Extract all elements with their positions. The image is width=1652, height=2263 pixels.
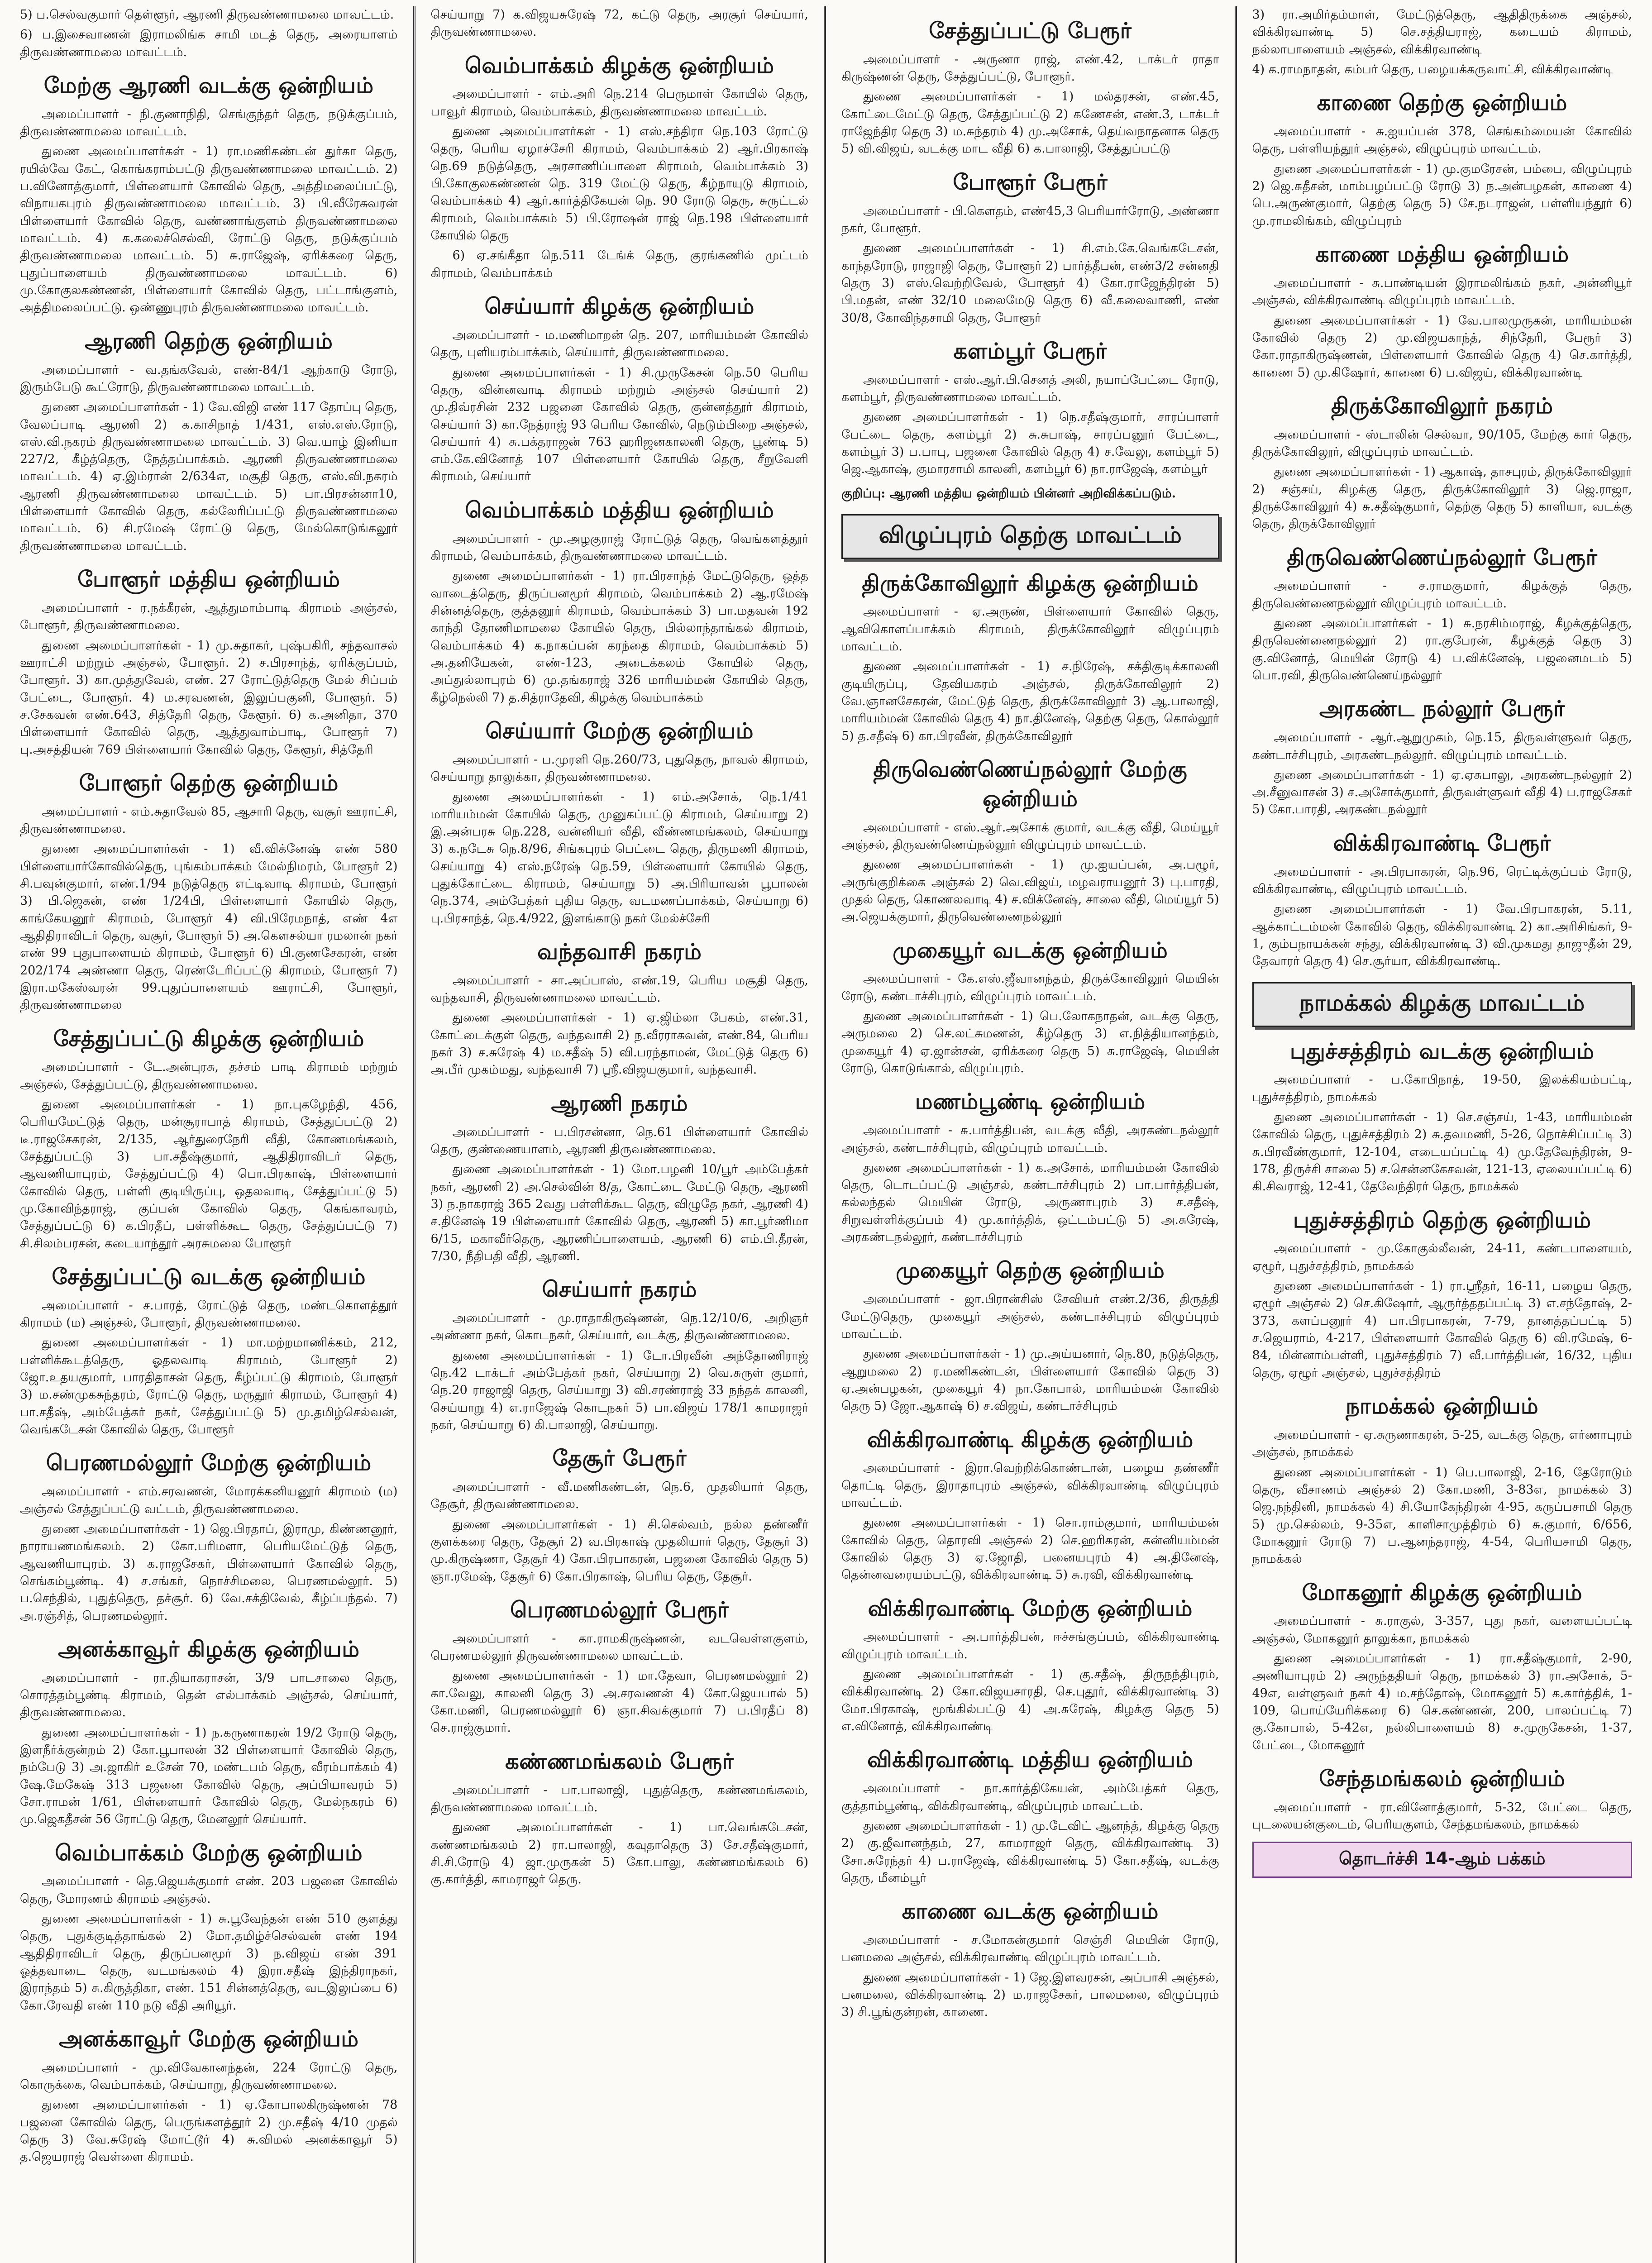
section-heading: போளூர் பேரூர் [953,169,1108,195]
union-section [841,168,1219,327]
section-heading: செய்யார் நகரம் [542,1277,697,1303]
member-paragraph: துணை அமைப்பாளர்கள் - 1) ஏ.ஏசுபாலு, அரகண்டநல்லூர் 2) அ.சீனுவாசன் 3) ச.அசோக்குமார், திருவள்ளுவர் வீதி 4) ப.ராஜசேகர் 5) கோ.பாரதி, அரகண்டநல்லூர் [1252,768,1632,817]
member-paragraph: அமைப்பாளர் - மு.அழகுராஜ் ரோட்டுத் தெரு, வெங்களத்தூர் கிராமம், வெம்பாக்கம், திருவண்ணாமலை மாவட்டம். [430,531,808,563]
section-heading: செய்யார் மேற்கு ஒன்றியம் [485,718,754,744]
member-paragraph: அமைப்பாளர் - அருணா ராஜ், எண்.42, டாக்டர் ராதா கிருஷ்ணன் தெரு, சேத்துப்பட்டு, போளூர். [841,52,1219,84]
member-paragraph: அமைப்பாளர் - ப.கோபிநாத், 19-50, இலக்கியம்பட்டி, புதுச்சத்திரம், நாமக்கல் [1252,1073,1632,1104]
member-paragraph: அமைப்பாளர் - தெ.ஜெயக்குமார் எண். 203 பஜனை கோவில் தெரு, மோரணம் கிராமம் அஞ்சல். [20,1874,398,1906]
member-paragraph: அமைப்பாளர் - சு.ஐயப்பன் 378, செங்கம்மையன் கோவில் தெரு, பள்ளியந்தூர் அஞ்சல், விழுப்புரம் மாவட்டம். [1252,124,1632,156]
section-heading: சேத்துப்பட்டு பேரூர் [929,18,1132,43]
section-heading: நாமக்கல் ஒன்றியம் [1346,1394,1539,1419]
union-section [841,1594,1219,1736]
member-paragraph: அமைப்பாளர் - சா.அப்பாஸ், எண்.19, பெரிய மசூதி தெரு, வந்தவாசி, திருவண்ணாமலை மாவட்டம். [430,973,808,1005]
member-paragraph: அமைப்பாளர் - கே.எஸ்.ஜீவானந்தம், திருக்கோவிலூர் மெயின் ரோடு, கண்டாச்சிபுரம், விழுப்புரம் மாவட்டம். [841,972,1219,1003]
section-heading: மணம்பூண்டி ஒன்றியம் [915,1089,1146,1115]
member-paragraph: அமைப்பாளர் - வீ.மணிகண்டன், நெ.6, முதலியார் தெரு, தேசூர், திருவண்ணாமலை. [430,1480,808,1512]
union-section [1252,1764,1633,1833]
section-heading: பெரணமல்லூர் மேற்கு ஒன்றியம் [46,1450,372,1476]
section-heading: திருக்கோவிலூர் நகரம் [1331,393,1553,419]
section-heading: போளூர் மத்திய ஒன்றியம் [77,567,340,592]
union-section [841,936,1219,1078]
member-paragraph: அமைப்பாளர் - ஏ.அருண், பிள்ளையார் கோவில் தெரு, ஆவிகொளப்பாக்கம் கிராமம், திருக்கோவிலூர் விழுப்புரம் மாவட்டம். [841,605,1219,654]
section-heading: அரகண்ட நல்லூர் பேரூர் [1319,696,1565,722]
note-text: குறிப்பு: ஆரணி மத்திய ஒன்றியம் பின்னர் அறிவிக்கப்படும். [841,486,1176,501]
member-paragraph: துணை அமைப்பாளர்கள் - 1) வே.பாலமுருகன், மாரியம்மன் கோவில் தெரு 2) மு.விஜயகாந்த், சிந்தேரி, பேரூர் 3) கோ.ராதாகிருஷ்ணன், பிள்ளையார் கோவில் தெரு 4) செ.கார்த்தி, காணை 5) மு.கிஷோர், காணை 6) ப.விஜய், விக்கிரவாண்டி [1252,313,1632,380]
union-section [20,1448,398,1624]
member-paragraph: அமைப்பாளர் - எம்.அரி நெ.214 பெருமாள் கோயில் தெரு, பாவூர் கிராமம், வெம்பாக்கம், திருவண்ணாமலை மாவட்டம். [430,87,808,119]
column-2 [415,6,826,2263]
column-3 [826,6,1237,2263]
union-section [20,1635,398,1829]
union-section [1252,1578,1633,1754]
column-1 [5,6,415,2263]
union-section [841,16,1219,158]
member-paragraph: துணை அமைப்பாளர்கள் - 1) பா.வெங்கடேசன், கண்ணமங்கலம் 2) ரா.பாலாஜி, கவுதாதெரு 3) சே.சதீஷ்குமார், சி.சி.ரோடு 4) ஜா.முருகன் 5) கோ.பாலு, கண்ணமங்கலம் 6) கு.கார்த்தி, காமராஜர் தெரு. [430,1820,808,1887]
section-heading: முகையூர் வடக்கு ஒன்றியம் [893,937,1168,963]
member-paragraph: துணை அமைப்பாளர்கள் - 1) ஏ.ஜிம்லா பேகம், எண்.31, கோட்டைக்குள் தெரு, வந்தவாசி 2) ந.வீரராகவன், எண்.84, பெரிய நகர் 3) ச.சுரேஷ் 4) ம.சதீஷ் 5) வி.பரந்தாமன், மேட்டுத் தெரு 6) அ.பீர் முகம்மது, வந்தவாசி 7) ஸ்ரீ.விஜயகுமார், வந்தவாசி. [430,1011,808,1077]
union-section [841,1425,1219,1584]
member-paragraph: துணை அமைப்பாளர்கள் - 1) சி.முருகேசன் நெ.50 பெரிய தெரு, வின்னவாடி கிராமம் மற்றும் அஞ்சல் செய்யார் 2) மு.திவ்ரசின் 232 பஜனை கோவில் தெரு, குன்னத்தூர் கிராமம், செய்யார் 3) கா.நேத்ராஜ் 93 பெரிய கோவில், நெடும்பிறை அஞ்சல், செய்யார் 4) சு.பக்தராஜன் 763 ஹரிஜனகாலனி தெரு, பூண்டி 5) எம்.கே.வினோத் 107 பிள்ளையார் கோயில் தெரு, சீறுவேளி கிராமம், செய்யார் [430,365,808,484]
member-paragraph: துணை அமைப்பாளர்கள் - 1) சொ.ராம்குமார், மாரியம்மன் கோவில் தெரு, தொரவி அஞ்சல் 2) செ.ஹரிகரன், கன்னியம்மன் கோவில் தெரு 3) ஏ.ஜோதி, பனையபுரம் 4) அ.தினேஷ், தென்னவரையம்பட்டு, விக்கிரவாண்டி 5) சு.ரவி, விக்கிரவாண்டி [841,1516,1219,1582]
section-heading: பெரணமல்லூர் பேரூர் [510,1597,729,1623]
member-paragraph: அமைப்பாளர் - கா.ராமகிருஷ்ணன், வடவெள்ளகுளம், பெரணமல்லூர் திருவண்ணாமலை மாவட்டம். [430,1631,808,1663]
member-paragraph: துணை அமைப்பாளர்கள் - 1) க.அசோக், மாரியம்மன் கோவில் தெரு, டொடப்பட்டு அஞ்சல், கண்டாச்சிபுரம் 2) பா.பார்த்திபன், கல்லந்தல் மெயின் ரோடு, அருணாபுரம் 3) ச.சதீஷ், சிறுவள்ளிக்குப்பம் 4) மு.கார்த்திக், ஒட்டம்பட்டு 5) அ.சுரேஷ், அரகண்டநல்லூர், கண்டாச்சிபுரம் [841,1160,1219,1245]
union-section [1252,391,1633,533]
member-paragraph: துணை அமைப்பாளர்கள் - 1) பெ.லோகநாதன், வடக்கு தெரு, அருமலை 2) செ.லட்சுமணன், கீழ்தெரு 3) எ.நித்தியானந்தம், முகையூர் 4) ஏ.ஜான்சன், ஏரிக்கரை தெரு 5) சு.ராஜேஷ், மெயின் ரோடு, கொடுங்கால், விழுப்புரம். [841,1009,1219,1076]
section-heading: அனக்காவூர் கிழக்கு ஒன்றியம் [58,1636,360,1662]
union-section [841,337,1219,478]
member-paragraph: அமைப்பாளர் - எம்.சரவணன், மோரக்கனியனூர் கிராமம் (ம) அஞ்சல் சேத்துப்பட்டு வட்டம், திருவண்ணாமலை. [20,1485,398,1516]
section-heading: காணை தெற்கு ஒன்றியம் [1317,90,1567,116]
section-heading: சேத்துப்பட்டு வடக்கு ஒன்றியம் [52,1264,366,1290]
member-paragraph: அமைப்பாளர் - அ.பார்த்திபன், ஈச்சங்குப்பம், விக்கிரவாண்டி விழுப்புரம் மாவட்டம். [841,1630,1219,1661]
member-paragraph: அமைப்பாளர் - பா.பாலாஜி, புதுத்தெரு, கண்ணமங்கலம், திருவண்ணாமலை மாவட்டம். [430,1783,808,1814]
union-section [431,1595,809,1737]
member-paragraph: அமைப்பாளர் - சு.பார்த்திபன், வடக்கு வீதி, அரகண்டநல்லூர் அஞ்சல், கண்டாச்சிபுரம், விழுப்புரம் மாவட்டம். [841,1123,1219,1155]
union-section [1252,543,1633,685]
section-heading: சேந்தமங்கலம் ஒன்றியம் [1319,1766,1566,1791]
member-paragraph: 6) ஏ.சங்கீதா நெ.511 டேங்க் தெரு, குரங்கணில் முட்டம் கிராமம், வெம்பாக்கம் [430,248,808,280]
union-section [1252,88,1633,230]
member-paragraph: துணை அமைப்பாளர்கள் - 1) எம்.அசோக், நெ.1/41 மாரியம்மன் கோயில் தெரு, முனுகப்பட்டு கிராமம், செய்யாறு 2) இ.அன்பரசு நெ.228, வன்னியர் வீதி, வீண்ணமங்கலம், செய்யாறு 3) க.நடேசு நெ.8/96, சிங்கபுரம் பெட்டை தெரு, திருமணி கிராமம், செய்யாறு 4) எஸ்.நரேஷ் நெ.59, பிள்ளையார் கோயில் தெரு, புதுக்கோட்டை கிராமம், செய்யாறு 5) அ.பிரியாவன் பூபாலன் நெ.374, அம்பேத்கர் புதிய தெரு, வடமணப்பாக்கம், செய்யாறு 6) பு.பிரசாந்த், நெ.4/922, இளங்காடு நகர் மேல்ச்சேரி [430,790,808,926]
union-section [431,51,809,282]
member-paragraph: துணை அமைப்பாளர்கள் - 1) மு.ஐயப்பன், அ.பழூர், அருங்குறிக்கை அஞ்சல் 2) வெ.விஜய், மழவராயனூர் 3) பு.பாரதி, முதல் தெரு, கொணலவாடி 4) ச.விக்னேஷ், சாலை வீதி, மெய்யூர் 5) அ.ஜெயக்குமார், திருவெண்ணைநல்லூர் [841,858,1219,924]
member-paragraph: அமைப்பாளர் - ஆர்.ஆறுமுகம், நெ.15, திருவள்ளுவர் தெரு, கண்டாச்சிபுரம், அரகண்டநல்லூர். விழுப்புரம் மாவட்டம். [1252,730,1632,762]
section-heading: ஆரணி நகரம் [551,1090,688,1116]
member-paragraph: துணை அமைப்பாளர்கள் - 1) எஸ்.சந்திரா நெ.103 ரோட்டு தெரு, பெரிய ஏழாச்சேரி கிராமம், வெம்பாக்கம் 2) ஆர்.பிரகாஷ் நெ.69 நடுத்தெரு, அரசாணிப்பாளை கிராமம், வெம்பாக்கம் 3) பி.கோகுலகண்ணன் நெ. 319 மேட்டு தெரு, கீழ்நாயுடு கிராமம், வெம்பாக்கம் 4) ஆர்.கார்த்திகேயன் நெ. 90 ரோடு தெரு, சுருட்டல் கிராமம், வெம்பாக்கம் 5) பி.ரோஷன் ராஜ் நெ.198 பிள்ளையார் கோயில் தெரு [430,124,808,243]
section-heading: போளூர் தெற்கு ஒன்றியம் [79,770,339,796]
union-section [20,6,398,61]
union-section [1252,1206,1633,1382]
member-paragraph: துணை அமைப்பாளர்கள் - 1) ரா.மணிகண்டன் துர்கா தெரு, ரயில்வே கேட், கொங்கராம்பட்டு திருவண்ணாமலை மாவட்டம். 2) ப.வினோத்குமார், பிள்ளையார் கோவில் தெரு, அத்திமலைப்பட்டு, விநாயகபுரம் திருவண்ணாமலை மாவட்டம். 3) பி.வீரேசுவரன் பிள்ளையார் கோவில் தெரு, வண்ணாங்குளம் திருவண்ணாமலை மாவட்டம். 4) க.கலைச்செல்வி, ரோட்டு தெரு, நடுக்குப்பம் திருவண்ணாமலை மாவட்டம். 5) சு.ராஜேஷ், ஏரிக்கரை தெரு, புதுப்பாளையம் திருவண்ணாமலை மாவட்டம். 6) மு.கோகுலகண்ணன், பிள்ளையார் கோவில் தெரு, பட்டாங்குளம், அத்திமலைப்பட்டு. ஒண்ணுபுரம் திருவண்ணாமலை மாவட்டம். [20,144,398,315]
section-heading: முகையூர் தெற்கு ஒன்றியம் [896,1258,1165,1284]
section-heading: கண்ணமங்கலம் பேரூர் [505,1748,734,1774]
union-section [20,2024,398,2166]
section-heading: வெம்பாக்கம் கிழக்கு ஒன்றியம் [464,53,774,78]
member-paragraph: அமைப்பாளர் - டே.அன்புரசு, தச்சம் பாடி கிராமம் மற்றும் அஞ்சல், சேத்துப்பட்டு, திருவண்ணாமலை. [20,1060,398,1092]
union-section [1252,694,1633,818]
member-paragraph: அமைப்பாளர் - சு.ராகுல், 3-357, புது நகர், வளையப்பட்டி அஞ்சல், மோகனூர் தாலுக்கா, நாமக்கல் [1252,1614,1632,1646]
member-paragraph: துணை அமைப்பாளர்கள் - 1) கு.சதீஷ், திருநந்திபுரம், விக்கிரவாண்டி 2) கோ.விஜயசாரதி, செ.புதூர், விக்கிரவாண்டி 3) மோ.பிரகாஷ், மூங்கில்பட்டு 4) அ.சுரேஷ், கிழக்கு தெரு 5) எ.வினோத், விக்கிரவாண்டி [841,1667,1219,1734]
continued-page-box: தொடர்ச்சி 14-ஆம் பக்கம் [1252,1842,1633,1878]
union-section [431,937,809,1079]
member-paragraph: அமைப்பாளர் - எம்.சுதாவேல் 85, ஆசாரி தெரு, வசூர் ஊராட்சி, திருவண்ணாமலை. [20,804,398,836]
union-section [841,1745,1219,1887]
section-heading: அனக்காவூர் மேற்கு ஒன்றியம் [58,2026,359,2052]
union-section [431,1275,809,1434]
union-section [841,569,1219,745]
union-section [20,327,398,555]
section-heading: விக்கிரவாண்டி பேரூர் [1333,830,1552,856]
member-paragraph: அமைப்பாளர் - ஸ்டாலின் செல்வா, 90/105, மேற்கு கார் தெரு, திருக்கோவிலூர், விழுப்புரம் மாவட்டம். [1252,427,1632,459]
union-section [1252,1392,1633,1568]
union-section [20,1262,398,1438]
member-paragraph: துணை அமைப்பாளர்கள் - 1) டோ.பிரவீன் அந்தோணிராஜ் நெ.42 டாக்டர் அம்பேத்கர் நகர், செய்யாறு 2) வெ.சுருள் குமார், நெ.20 ராஜாஜி தெரு, செய்யாறு 3) வி.சரண்ராஜ் 33 நந்தக் காலனி, செய்யாறு 4) எ.ராஜேஷ் கொடநகர் 5) பா.விஜய் 178/1 காமராஜர் நகர், செய்யாறு 6) கி.பாலாஜி, செய்யாறு. [430,1348,808,1432]
section-heading: தேசூர் பேரூர் [552,1446,687,1471]
member-paragraph: அமைப்பாளர் - அ.பிரபாகரன், நெ.96, ரெட்டிக்குப்பம் ரோடு, விக்கிரவாண்டி, விழுப்புரம் மாவட்டம். [1252,864,1632,896]
member-paragraph: துணை அமைப்பாளர்கள் - 1) பெ.பாலாஜி, 2-16, தேரோடும் தெரு, வீசாணம் அஞ்சல் 2) கோ.மணி, 3-83எ, நாமக்கல் 3) ஜெ.நந்தினி, நாமக்கல் 4) சி.யோகேந்திரன் 4-95, கருப்பசாமி தெரு 5) மு.செல்லம், 9-35எ, காளிசாமுத்திரம் 6) சு.குமார், 6/656, மோகனூர் ரோடு 7) ப.ஆனந்தராஜ், 4-54, பெரியசாமி தெரு, நாமக்கல் [1252,1465,1632,1566]
member-paragraph: அமைப்பாளர் - ஏ.சுருணாகரன், 5-25, வடக்கு தெரு, எர்ணாபுரம் அஞ்சல், நாமக்கல் [1252,1428,1632,1460]
member-paragraph: அமைப்பாளர் - ச.மோகன்குமார் செஞ்சி மெயின் ரோடு, பனமலை அஞ்சல், விக்கிரவாண்டி விழுப்புரம் மாவட்டம். [841,1933,1219,1965]
member-paragraph: துணை அமைப்பாளர்கள் - 1) மு.அய்யனார், நெ.80, நடுத்தெரு, ஆறுமலை 2) ர.மணிகண்டன், பிள்ளையார் கோவில் தெரு 3) ஏ.அன்பழகன், முகையூர் 4) நா.கோபால், மாரியம்மன் கோவில் தெரு 5) ஜோ.ஆகாஷ் 6) ச.விஜய், கண்டாச்சிபுரம் [841,1347,1219,1413]
member-paragraph: துணை அமைப்பாளர்கள் - 1) மு.குமரேசன், பம்பை, விழுப்புரம் 2) ஜெ.சுதீசன், மாம்பழப்பட்டு ரோடு 3) ந.அன்பழகன், காணை 4) பெ.அருண்குமார், தெற்கு தெரு 5) சே.நடராஜன், பள்ளியந்தூர் 6) மு.ராமலிங்கம், விழுப்புரம் [1252,162,1632,228]
member-paragraph: அமைப்பாளர் - மு.விவேகானந்தன், 224 ரோட்டு தெரு, கொருக்கை, வெம்பாக்கம், செய்யாறு, திருவண்ணாமலை. [20,2060,398,2092]
member-paragraph: துணை அமைப்பாளர்கள் - 1) ச.நிரேஷ், சக்திகுடிக்காலனி குடியிருப்பு, தேவியகரம் அஞ்சல், திருக்கோவிலூர் 2) வே.ஞானசேகரன், மேட்டுத் தெரு, திருக்கோவிலூர் 3) ஆ.பாலாஜி, மாரியம்மன் கோவில் தெரு 4) நா.தினேஷ், தெற்கு தெரு, கொல்லூர் 5) த.சதீஷ் 6) கா.பிரவீன், திருக்கோவிலூர் [841,659,1219,743]
union-section [1252,6,1633,78]
union-section [1252,240,1633,382]
member-paragraph: அமைப்பாளர் - ம.மணிமாறன் நெ. 207, மாரியம்மன் கோவில் தெரு, புளியரம்பாக்கம், செய்யார், திருவண்ணாமலை. [430,328,808,360]
member-paragraph: துணை அமைப்பாளர்கள் - 1) சு.நரசிம்மராஜ், கீழக்குத்தெரு, திருவெண்ணைநல்லூர் 2) ரா.குபேரன், கீழக்குத் தெரு 3) கு.வினோத், மெயின் ரோடு 4) ப.விக்னேஷ், பஜனைமடம் 5) பொ.ரவி, திருவெண்ணெய்நல்லூர் [1252,616,1632,683]
member-paragraph: துணை அமைப்பாளர்கள் - 1) வே.பிரபாகரன், 5.11, ஆக்காட்டம்மன் கோவில் தெரு, விக்கிரவாண்டி 2) கா.அரிசிங்கர், 9-1, கும்பநாயக்கன் சந்து, விக்கிரவாண்டி 3) வி.முகமது தாஜுதீன் 29, தேவாரர் தெரு 4) செ.சூர்யா, விக்கிரவாண்டி. [1252,902,1632,969]
union-section [431,1747,809,1889]
section-heading: புதுச்சத்திரம் தெற்கு ஒன்றியம் [1293,1207,1591,1233]
member-paragraph: 3) ரா.அமிர்தம்மாள், மேட்டுத்தெரு, ஆதிதிருக்கை அஞ்சல், விக்கிரவாண்டி 5) செ.சத்தியராஜ், கடையம் கிராமம், நல்லாபாளையம் அஞ்சல், விக்கிரவாண்டி [1252,8,1632,57]
member-paragraph: துணை அமைப்பாளர்கள் - 1) மோ.பழனி 10/பூர் அம்பேத்கர் நகர், ஆரணி 2) அ.செல்வின் 8/த, கோட்டை மேட்டு தெரு, ஆரணி 3) ந.நாகராஜ் 365 2வது பள்ளிக்கூட தெரு, விழுதே நகர், ஆரணி 4) ச.தினேஷ் 19 பிள்ளையார் கோவில் தெரு, ஆரணி 5) கா.பூர்ணிமா 6/15, மகாவீர்தெரு, ஆரணிப்பாளையம், ஆரணி 6) எம்.பி.தீரன், 7/30, நீதிபதி வீதி, ஆரணி. [430,1162,808,1263]
member-paragraph: துணை அமைப்பாளர்கள் - 1) மா.மற்றமாணிக்கம், 212, பள்ளிக்கூடத்தெரு, ஓதலவாடி கிராமம், போளூர் 2) ஜோ.உதயகுமார், பாரதிதாசன் தெரு, கீழ்ப்பட்டு கிராமம், போளூர் 3) ம.சண்முகசுந்தரம், ரோட்டு தெரு, மருதூர் கிராமம், போளூர் 4) பா.சதீஷ், அம்பேத்கர் நகர், சேத்துப்பட்டு 5) மு.தமிழ்செல்வன், வெங்கடேசன் கோவில் தெரு, போளூர் [20,1336,398,1437]
union-section [841,1087,1219,1246]
union-section [20,71,398,317]
union-section [431,1089,809,1265]
member-paragraph: அமைப்பாளர் - எஸ்.ஆர்.பி.செனத் அலி, நயாப்பேட்டை ரோடு, களம்பூர், திருவண்ணாமலை மாவட்டம். [841,372,1219,404]
section-heading: காணை வடக்கு ஒன்றியம் [902,1899,1159,1924]
union-section [431,1444,809,1585]
member-paragraph: துணை அமைப்பாளர்கள் - 1) மு.சுதாகர், புஷ்பகிரி, சந்தவாசல் ஊராட்சி மற்றும் அஞ்சல், போளூர். 2) ச.பிரசாந்த், ஏரிக்குப்பம், போளூர். 3) கா.முத்துவேல், எண். 27 ரோட்டுத்தெரு மேல் சிப்பம் பேட்டை, போளூர். 4) ம.சரவணன், இலுப்பகுனி, போளூர். 5) ச.சேகவன் எண்.643, சித்தேரி தெரு, கேளூர். 6) க.அனிதா, 370 பிள்ளையார் கோவில் தெரு, ஆத்துவாம்பாடி, போளூர் 7) பு.அசத்தியன் 769 பிள்ளையார் கோவில் தெரு, கேளூர், சித்தேரி [20,638,398,757]
member-paragraph: அமைப்பாளர் - மு.கோகுல்லீவன், 24-11, கண்டபாளையம், ஏழூர், புதுச்சத்திரம், நாமக்கல் [1252,1241,1632,1273]
section-heading: சேத்துப்பட்டு கிழக்கு ஒன்றியம் [53,1026,364,1051]
member-paragraph: அமைப்பாளர் - எஸ்.ஆர்.அசோக் குமார், வடக்கு வீதி, மெய்யூர் அஞ்சல், திருவண்ணெய்நல்லூர் விழுப்புரம் மாவட்டம். [841,820,1219,852]
union-section [431,496,809,707]
member-paragraph: துணை அமைப்பாளர்கள் - 1) ரா.சதீஷ்குமார், 2-90, அணியாபுரம் 2) அருந்ததியர் தெரு, நாமக்கல் 3) ரா.அசோக், 5-49எ, வள்ளுவர் நகர் 4) ம.சந்தோஷ், மோகனூர் 5) க.கார்த்திக், 1-109, பொய்யேரிக்கரை 6) செ.கண்ணன், 200, பாலப்பட்டி 7) கு.கோபால், 5-42எ, நல்லிபாளையம் 8) ச.முருகேசன், 1-37, பேட்டை, மோகனூர் [1252,1651,1632,1752]
member-paragraph: 6) ப.இசைவாணன் இராமலிங்க சாமி மடத் தெரு, அரையாளம் திருவண்ணாமலை மாவட்டம். [20,28,398,59]
union-section [431,6,809,41]
section-heading: களம்பூர் பேரூர் [953,338,1107,364]
section-heading: மோகனூர் கிழக்கு ஒன்றியம் [1302,1580,1582,1605]
district-banner: நாமக்கல் கிழக்கு மாவட்டம் [1252,982,1633,1027]
union-section [20,565,398,759]
section-heading: புதுச்சத்திரம் வடக்கு ஒன்றியம் [1290,1038,1595,1064]
section-heading: விக்கிரவாண்டி மேற்கு ஒன்றியம் [868,1595,1193,1621]
member-paragraph: அமைப்பாளர் - ர.நக்கீரன், ஆத்துமாம்பாடி கிராமம் அஞ்சல், போளூர், திருவண்ணாமலை. [20,601,398,633]
section-heading: மேற்கு ஆரணி வடக்கு ஒன்றியம் [43,72,374,98]
member-paragraph: துணை அமைப்பாளர்கள் - 1) ரா.பிரசாந்த் மேட்டுதெரு, ஒத்த வாடைத்தெரு, திருப்பனமூர் கிராமம், வெம்பாக்கம் 2) ஆ.ரமேஷ் சின்னத்தெரு, குத்தனூர் கிராமம், வெம்பாக்கம் 3) பா.மதவன் 192 காந்தி தோணிமாமலை கோயில் தெரு, பில்லாந்தாங்கல் கிராமம், வெம்பாக்கம் 4) க.நாகப்பன் கரந்தை கிராமம், வெம்பாக்கம் 5) அ.தனியேகன், எண்-123, அடைக்கலம் கோயில் தெரு, அப்துல்லாபுரம் 6) மு.தங்கராஜ் 326 மாரியம்மன் கோயில் தெரு, கீழ்நெல்லி 7) த.சித்ராதேவி, கிழக்கு வெம்பாக்கம் [430,569,809,705]
member-paragraph: அமைப்பாளர் - வ.தங்கவேல், எண்-84/1 ஆற்காடு ரோடு, இரும்பேடு கூட்ரோடு, திருவண்ணாமலை மாவட்டம். [20,363,398,394]
union-section [841,755,1219,926]
member-paragraph: துணை அமைப்பாளர்கள் - 1) ந.கருணாகரன் 19/2 ரோடு தெரு, இளநீர்க்குன்றம் 2) கோ.பூபாலன் 32 பிள்ளையார் கோவில் தெரு, நம்பேடு 3) அ.ஜாகிர் உசேன் 70, மண்டபம் தெரு, வீரம்பாக்கம் 4) ஷே.மேகேஷ் 313 பஜனை கோவில் தெரு, அப்பியாவரம் 5) சோ.ராமன் 1/61, பிள்ளையார் கோவில் தெரு, மேல்நகரம் 6) மு.ஜெகதீசன் 56 ரோட்டு தெரு, மேனலூர் செய்யார். [20,1725,398,1827]
member-paragraph: துணை அமைப்பாளர்கள் - 1) வீ.விக்னேஷ் எண் 580 பிள்ளையார்கோவில்தெரு, புங்கம்பாக்கம் மேல்நிமரம், போளூர் 2) சி.பவுன்குமார், எண்.1/94 நடுத்தெரு எட்டிவாடி கிராமம், போளூர் 3) பி.ஜெகன், எண் 1/24பி, பிள்ளையார் கோயில் தெரு, காங்கேயனூர் கிராமம், போளூர் 4) வி.பிரேமநாத், எண் 4எ ஆதிதிராவிடர் தெரு, வசூர், போளூர் 5) அ.கௌசல்யா ரமலான் நகர் எண் 99 புதுபாளையம் கிராமம், போளூர் 6) பி.குணசேகரன், எண் 202/174 அண்ணா தெரு, ரெண்டேரிப்பட்டு கிராமம், போளூர் 7) இரா.மகேஸ்வரன் 99.புதுப்பாளையம் ஊராட்சி, போளூர், திருவண்ணாமலை [20,842,398,1012]
section-heading: திருவெண்ணெய்நல்லூர் பேரூர் [1287,544,1598,570]
member-paragraph: துணை அமைப்பாளர்கள் - 1) மா.தேவா, பெரணமல்லூர் 2) கா.வேலு, காலனி தெரு 3) அ.சரவணன் 4) கோ.ஜெயபால் 5) கோ.மணி, பெரணமல்லூர் 6) ஞா.சிவக்குமார் 7) ப.பிரதீப் 8) செ.ராஜ்குமார். [430,1669,808,1735]
union-section [841,1897,1219,2021]
member-paragraph: துணை அமைப்பாளர்கள் - 1) மு.டேவிட் ஆனந்த், கிழக்கு தெரு 2) கு.ஜீவானந்தம், 27, காமராஜர் தெரு, விக்கிரவாண்டி 3) சோ.சுரேந்தர் 4) ப.ராஜேஷ், விக்கிரவாண்டி 5) கோ.சதீஷ், வடக்கு தெரு, மீனம்பூர் [841,1819,1219,1885]
member-paragraph: செய்யாறு 7) க.விஜயசுரேஷ் 72, கட்டு தெரு, அரசூர் செய்யார், திருவண்ணாமலை. [430,8,808,39]
section-heading: திருவெண்ணெய்நல்லூர் மேற்கு ஒன்றியம் [873,757,1188,812]
section-heading: திருக்கோவிலூர் கிழக்கு ஒன்றியம் [862,570,1199,596]
member-paragraph: அமைப்பாளர் - இரா.வெற்றிக்கொண்டான், பழைய தண்ணீர் தொட்டி தெரு, இராதாபுரம் அஞ்சல், விக்கிரவாண்டி விழுப்புரம் மாவட்டம். [841,1461,1219,1510]
member-paragraph: அமைப்பாளர் - ரா.தியாகராசன், 3/9 பாடசாலை தெரு, சொரத்தம்பூண்டி கிராமம், தென் எல்பாக்கம் அஞ்சல், செய்யார், திருவண்ணாமலை. [20,1671,398,1720]
member-paragraph: 4) க.ராமநாதன், கம்பர் தெரு, பழையக்கருவாட்சி, விக்கிரவாண்டி [1252,62,1613,76]
member-paragraph: துணை அமைப்பாளர்கள் - 1) சு.பூவேந்தன் எண் 510 குளத்து தெரு, புதுக்குடித்தாங்கல் 2) மோ.தமிழ்ச்செல்வன் எண் 194 ஆதிதிராவிடர் தெரு, திருப்பனமூர் 3) ந.விஜய் எண் 391 ஓத்தவாடை தெரு, வடமங்கலம் 4) இரா.சதீஷ் இந்திராநகர், இராந்தம் 5) சு.கிருத்திகா, எண். 151 சின்னத்தெரு, வடஇலுப்பை 6) கோ.ரேவதி எண் 110 நடு வீதி அரியூர். [20,1912,398,2013]
district-banner: விழுப்புரம் தெற்கு மாவட்டம் [841,514,1219,559]
column-4 [1237,6,1648,2263]
union-section [431,292,809,486]
union-section [20,1838,398,2015]
section-heading: செய்யார் கிழக்கு ஒன்றியம் [484,294,754,320]
union-section [20,769,398,1014]
member-paragraph: துணை அமைப்பாளர்கள் - 1) சி.எம்.கே.வெங்கடேசன், காந்தரோடு, ராஜாஜி தெரு, போளூர் 2) பார்த்தீபன், எண்3/2 சன்னதி தெரு 3) எஸ்.வெற்றிவேல், போளூர் 4) கோ.ராஜேந்திரன் 5) பி.மதன், எண் 32/10 மலைமேடு தெரு 6) வீ.கலைவாணி, எண் 30/8, கோவிந்தசாமி தெரு, போளூர் [841,241,1219,325]
member-paragraph: அமைப்பாளர் - ப.பிரசன்னா, நெ.61 பிள்ளையார் கோவில் தெரு, குண்ணையாளம், ஆரணி திருவண்ணாமலை. [430,1125,808,1156]
member-paragraph: அமைப்பாளர் - ச.பாரத், ரோட்டுத் தெரு, மண்டகொளத்தூர் கிராமம் (ம) அஞ்சல், போளூர், திருவண்ணாமலை. [20,1298,398,1330]
section-heading: ஆரணி தெற்கு ஒன்றியம் [85,328,333,354]
member-paragraph: துணை அமைப்பாளர்கள் - 1) செ.சஞ்சய், 1-43, மாரியம்மன் கோவில் தெரு, புதுச்சத்திரம் 2) சு.தவமணி, 5-26, நொச்சிப்பட்டி 3) சு.பிரவீண்குமார், 12-104, எடையப்பட்டி 4) மு.தேவேந்திரன், 9-178, திருச்சி சாலை 5) ச.சென்னகேசவன், 121-13, ஏலையப்பட்டி 6) கி.சிவராஜ், 12-41, தேவேந்திரர் தெரு, நாமக்கல் [1252,1110,1632,1194]
section-heading: காணை மத்திய ஒன்றியம் [1315,242,1569,267]
section-heading: வந்தவாசி நகரம் [537,939,702,964]
member-paragraph: துணை அமைப்பாளர்கள் - 1) சி.செல்வம், நல்ல தண்ணீர் குளக்கரை தெரு, தேசூர் 2) வ.பிரகாஷ் முதலியார் தெரு, தேசூர் 3) மு.கிருஷ்ணா, தேசூர் 4) கோ.பிரபாகரன், பஜனை கோவில் தெரு 5) ஞா.ரமேஷ், தேசூர் 6) கோ.பிரகாஷ், பெரிய தெரு, தேசூர். [430,1517,808,1584]
union-section [841,1256,1219,1415]
member-paragraph: அமைப்பாளர் - நா.கார்த்திகேயன், அம்பேத்கர் தெரு, குத்தாம்பூண்டி, விக்கிரவாண்டி, விழுப்புரம் மாவட்டம். [841,1781,1219,1813]
member-paragraph: துணை அமைப்பாளர்கள் - 1) நெ.சதீஷ்குமார், சாரப்பாளர் பேட்டை தெரு, களம்பூர் 2) சு.சுபாஷ், சாரப்பனூர் பேட்டை, களம்பூர் 3) ப.பாபு, பஜனை கோவில் தெரு 4) ச.வேலு, களம்பூர் 5) ஜெ.ஆகாஷ், குமாரசாமி காலனி, களம்பூர் 6) நா.ராஜேஷ், களம்பூர் [841,410,1219,477]
member-paragraph: துணை அமைப்பாளர்கள் - 1) ஜெ.பிரதாப், இராமு, கிண்ணனூர், நாராயணமங்கலம். 2) கோ.பரிமளா, பெரியமேட்டுத் தெரு, ஆவணியாபுரம். 3) க.ராஜசேகர், பிள்ளையார் கோவில் தெரு, செங்கம்பூண்டி. 4) ச.சங்கர், நொச்சிமலை, பெரணமல்லூர். 5) ப.செந்தில், புதுத்தெரு, தச்சூர். 6) வே.சக்திவேல், கீழ்ப்பந்தல். 7) அ.ரஞ்சித், பெரணமல்லூர். [20,1522,398,1623]
union-section [431,716,809,927]
member-paragraph: அமைப்பாளர் - சு.பாண்டியன் இராமலிங்கம் நகர், அன்னியூர் அஞ்சல், விக்கிரவாண்டி விழுப்புரம் மாவட்டம். [1252,276,1632,308]
union-section [1252,829,1633,970]
member-paragraph: அமைப்பாளர் - பி.கௌதம், எண்45,3 பெரியார்ரோடு, அண்ணா நகர், போளூர். [841,204,1219,235]
member-paragraph: அமைப்பாளர் - ப.முரளி நெ.260/73, புதுதெரு, நாவல் கிராமம், செய்யாறு தாலுக்கா, திருவண்ணாமலை. [430,752,808,784]
section-heading: விக்கிரவாண்டி கிழக்கு ஒன்றியம் [867,1427,1194,1452]
member-paragraph: துணை அமைப்பாளர்கள் - 1) ரா.ஸ்ரீதர், 16-11, பழைய தெரு, ஏழூர் அஞ்சல் 2) செ.கிஷோர், ஆருர்த்ததப்பட்டி 3) எ.சந்தோஷ், 2-373, களப்பனூர் 4) பா.பிரபாகரன், 7-79, தானத்தப்பட்டி 5) ச.ஜெயராம், 4-217, பிள்ளையார் கோவில் தெரு 6) வி.ரமேஷ், 6-84, மின்னாம்பள்ளி, புதுச்சத்திரம் 7) வீ.பார்த்திபன், 16/32, புதிய தெரு, ஏழூர் அஞ்சல், புதுச்சத்திரம் [1252,1279,1632,1380]
member-paragraph: அமைப்பாளர் - ஜா.பிரான்சிஸ் சேவியர் எண்.2/36, திருத்தி மேட்டுதெரு, முகையூர் அஞ்சல், கண்டாச்சிபுரம் விழுப்புரம் மாவட்டம். [841,1292,1219,1341]
section-heading: விக்கிரவாண்டி மத்திய ஒன்றியம் [867,1747,1194,1773]
section-heading: வெம்பாக்கம் மேற்கு ஒன்றியம் [55,1840,363,1866]
member-paragraph: துணை அமைப்பாளர்கள் - 1) ஆகாஷ், தாசபுரம், திருக்கோவிலூர் 2) சஞ்சய், கிழக்கு தெரு, திருக்கோவிலூர் 3) ஜெ.ராஜா, திருக்கோவிலூர் 4) சு.சதீஷ்குமார், தெற்கு தெரு 5) காளியா, வடக்கு தெரு, திருக்கோவிலூர் [1252,465,1632,531]
member-paragraph: அமைப்பாளர் - நி.குணாநிதி, செங்குந்தர் தெரு, நடுக்குப்பம், திருவண்ணாமலை மாவட்டம். [20,107,398,139]
member-paragraph: துணை அமைப்பாளர்கள் - 1) மல்தரசன், எண்.45, கோட்டைமேட்டு தெரு, சேத்துப்பட்டு 2) கணேசன், எண்.3, டாக்டர் ராஜேந்திர தெரு 3) ம.சுந்தரம் 4) மு.அசோக், தெய்வநாதனாக தெரு 5) வி.விஜய், வடக்கு மாட வீதி 6) க.பாலாஜி, சேத்துப்பட்டு [841,90,1219,156]
member-paragraph: அமைப்பாளர் - ரா.வினோத்குமார், 5-32, பேட்டை தெரு, புடலையன்குடைம், பெரியகுளம், சேந்தமங்கலம், நாமக்கல் [1252,1800,1632,1832]
member-paragraph: துணை அமைப்பாளர்கள் - 1) ஏ.கோபாலகிருஷ்ணன் 78 பஜனை கோவில் தெரு, பெருங்களத்தூர் 2) மு.சதீஷ் 4/10 முதல் தெரு 3) வே.சுரேஷ் மோட்டூர் 4) சு.விமல் அனக்காவூர் 5) த.ஜெயராஜ் வெள்ளை கிராமம். [20,2098,398,2164]
member-paragraph: 5) ப.செல்வகுமார் தெள்ளூர், ஆரணி திருவண்ணாமலை மாவட்டம். [20,8,394,22]
union-section [20,1024,398,1252]
member-paragraph: அமைப்பாளர் - ச.ராமகுமார், கிழக்குத் தெரு, திருவெண்ணைநல்லூர் விழுப்புரம் மாவட்டம். [1252,579,1632,611]
member-paragraph: அமைப்பாளர் - மு.ராதாகிருஷ்ணன், நெ.12/10/6, அறிஞர் அண்ணா நகர், கொடநகர், செய்யார், வடக்கு, திருவண்ணாமலை. [430,1311,808,1343]
union-section [1252,1037,1633,1196]
member-paragraph: துணை அமைப்பாளர்கள் - 1) வே.விஜி எண் 117 தோப்பு தெரு, வேலப்பாடி ஆரணி 2) க.காசிநாத் 1/431, எஸ்.எஸ்.ரோடு, எஸ்.வி.நகரம் திருவண்ணாமலை மாவட்டம். 3) வெ.யாழ் இனியா 227/2, கீழ்த்தெரு, நேத்தப்பாக்கம். ஆரணி திருவண்ணாமலை மாவட்டம். 4) ஏ.இம்ரான் 2/634எ, மசூதி தெரு, எஸ்.வி.நகரம் ஆரணி திருவண்ணாமலை மாவட்டம். 5) பா.பிரசன்னா10, பிள்ளையார் கோவில் தெரு, கல்லேரிப்பட்டு திருவண்ணாமலை மாவட்டம். 6) சி.ரமேஷ் ரோட்டு தெரு, மேல்கொடுங்கலூர் திருவண்ணாமலை மாவட்டம். [20,400,398,553]
section-heading: வெம்பாக்கம் மத்திய ஒன்றியம் [465,497,774,523]
member-paragraph: துணை அமைப்பாளர்கள் - 1) நா.புகழேந்தி, 456, பெரியமேட்டுத் தெரு, மன்சூராபாத் கிராமம், சேத்துப்பட்டு 2) டீ.ராஜசேகரன், 2/135, ஆர்துரைநேரி வீதி, கோணமங்கலம், சேத்துப்பட்டு 3) பா.சதீஷ்குமார், ஆதிதிராவிடர் தெரு, ஆவணியாபுரம், சேத்துப்பட்டு 4) பொ.பிரகாஷ், பிள்ளையார் கோவில் தெரு, பள்ளி குடியிருப்பு, ஒதலவாடி, சேத்துப்பட்டு 5) மு.கோவிந்தராஜ், குப்பன் கோவில் தெரு, கெங்காவரம், சேத்துப்பட்டு 6) க.பிரதீப், பள்ளிக்கூட தெரு, சேத்துப்பட்டு 7) சி.சிலம்பரசன், கடையாந்தூர் அரசுமலை போளூர் [20,1098,398,1251]
member-paragraph: துணை அமைப்பாளர்கள் - 1) ஜே.இளவரசன், அப்பாசி அஞ்சல், பனமலை, விக்கிரவாண்டி 2) ம.ராஜசேகர், பாலமலை, விழுப்புரம் 3) சி.பூங்குன்றன், காணை. [841,1970,1219,2020]
